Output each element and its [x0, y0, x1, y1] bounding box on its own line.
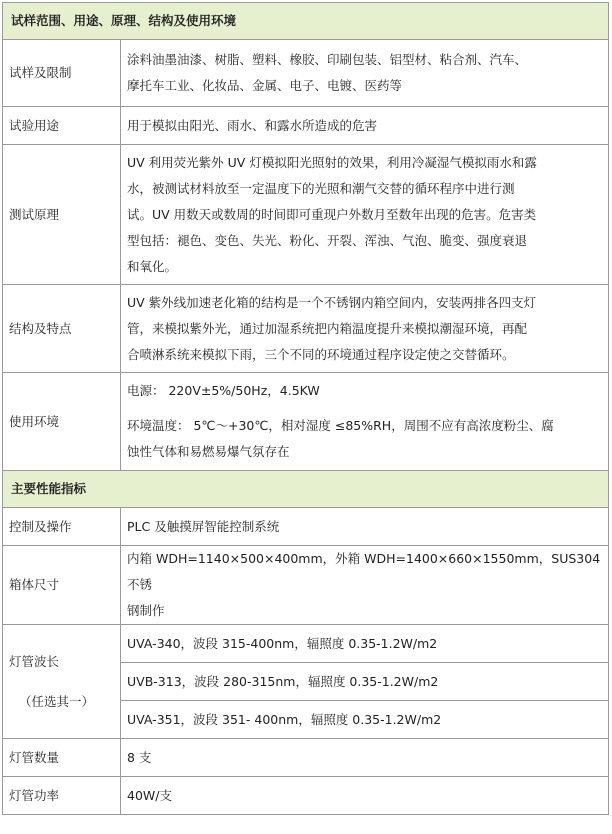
- table-row-lamp-power: [3, 777, 609, 815]
- wavelength-option: UVB-313，波段 280-315nm，辐照度 0.35-1.2W/m2: [121, 663, 609, 701]
- row-value: [121, 40, 609, 107]
- table-row-cabinet: [3, 546, 609, 625]
- value-line: 合喷淋系统来模拟下雨，三个不同的环境通过程序设定使之交替循环。: [127, 346, 515, 362]
- wavelength-option: UVA-351，波段 351- 400nm，辐照度 0.35-1.2W/m2: [121, 701, 609, 739]
- value-line: 摩托车工业、化妆品、金属、电子、电镀、医药等: [127, 78, 403, 93]
- value-line: 涂料油墨油漆、树脂、塑料、橡胶、印刷包装、铝型材、粘合剂、汽车、: [127, 52, 528, 67]
- table-row-purpose: [3, 107, 609, 145]
- table-row-principle: [3, 145, 609, 285]
- value-line: 型包括：褪色、变色、失光、粉化、开裂、浑浊、气泡、脆变、强度衰退: [127, 232, 528, 248]
- row-value: PLC 及触摸屏智能控制系统: [121, 508, 609, 546]
- value-line: 试。UV 用数天或数周的时间即可重现户外数月至数年出现的危害。危害类: [127, 206, 537, 222]
- row-label: 使用环境: [3, 373, 121, 471]
- row-label: 试验用途: [3, 107, 121, 145]
- row-label-text: 灯管波长: [9, 653, 60, 669]
- spec-table: [2, 2, 609, 815]
- table-row-wavelength-1: [3, 625, 609, 663]
- value-line: 和氧化。: [127, 258, 178, 274]
- table-row-control: [3, 508, 609, 546]
- table-row-samples: [3, 40, 609, 107]
- row-value: [121, 546, 609, 625]
- row-value: 用于模拟由阳光、雨水、和露水所造成的危害: [121, 107, 609, 145]
- row-label: 灯管数量: [3, 739, 121, 777]
- value-line: 内箱 WDH=1140×500×400mm，外箱 WDH=1400×660×1550mm，SUS304 不锈: [127, 551, 601, 592]
- table-row-lamp-count: [3, 739, 609, 777]
- row-value: [121, 285, 609, 373]
- wavelength-option: UVA-340，波段 315-400nm，辐照度 0.35-1.2W/m2: [121, 625, 609, 663]
- row-label: [3, 625, 121, 739]
- value-line: 电源： 220V±5%/50Hz，4.5KW: [127, 383, 320, 398]
- row-label: 测试原理: [3, 145, 121, 285]
- value-line: UV 紫外线加速老化箱的结构是一个不锈钢内箱空间内，安装两排各四支灯: [127, 294, 537, 310]
- section-header-performance: [3, 471, 609, 508]
- table-row-structure: [3, 285, 609, 373]
- table-row-environment: [3, 373, 609, 471]
- value-line: 水，被测试材料放至一定温度下的光照和潮气交替的循环程序中进行测: [127, 180, 515, 196]
- row-sublabel: （任选其一）: [19, 693, 95, 709]
- section-title: 主要性能指标: [3, 471, 609, 508]
- value-line: 钢制作: [127, 603, 165, 618]
- value-line: 蚀性气体和易燃易爆气氛存在: [127, 444, 290, 459]
- row-label: 灯管功率: [3, 777, 121, 815]
- value-line: UV 利用荧光紫外 UV 灯模拟阳光照射的效果，利用冷凝湿气模拟雨水和露: [127, 154, 537, 170]
- section-title: 试样范围、用途、原理、结构及使用环境: [3, 3, 609, 40]
- row-label: 箱体尺寸: [3, 546, 121, 625]
- section-header-scope: [3, 3, 609, 40]
- row-label: 结构及特点: [3, 285, 121, 373]
- row-label: 试样及限制: [3, 40, 121, 107]
- value-line: 环境温度： 5℃～+30℃，相对湿度 ≤85%RH，周围不应有高浓度粉尘、腐: [127, 418, 554, 433]
- row-value: 8 支: [121, 739, 609, 777]
- value-line: 管，来模拟紫外光，通过加湿系统把内箱温度提升来模拟潮湿环境，再配: [127, 320, 528, 336]
- row-value: 40W/支: [121, 777, 609, 815]
- row-value: [121, 373, 609, 471]
- row-label: 控制及操作: [3, 508, 121, 546]
- row-value: [121, 145, 609, 285]
